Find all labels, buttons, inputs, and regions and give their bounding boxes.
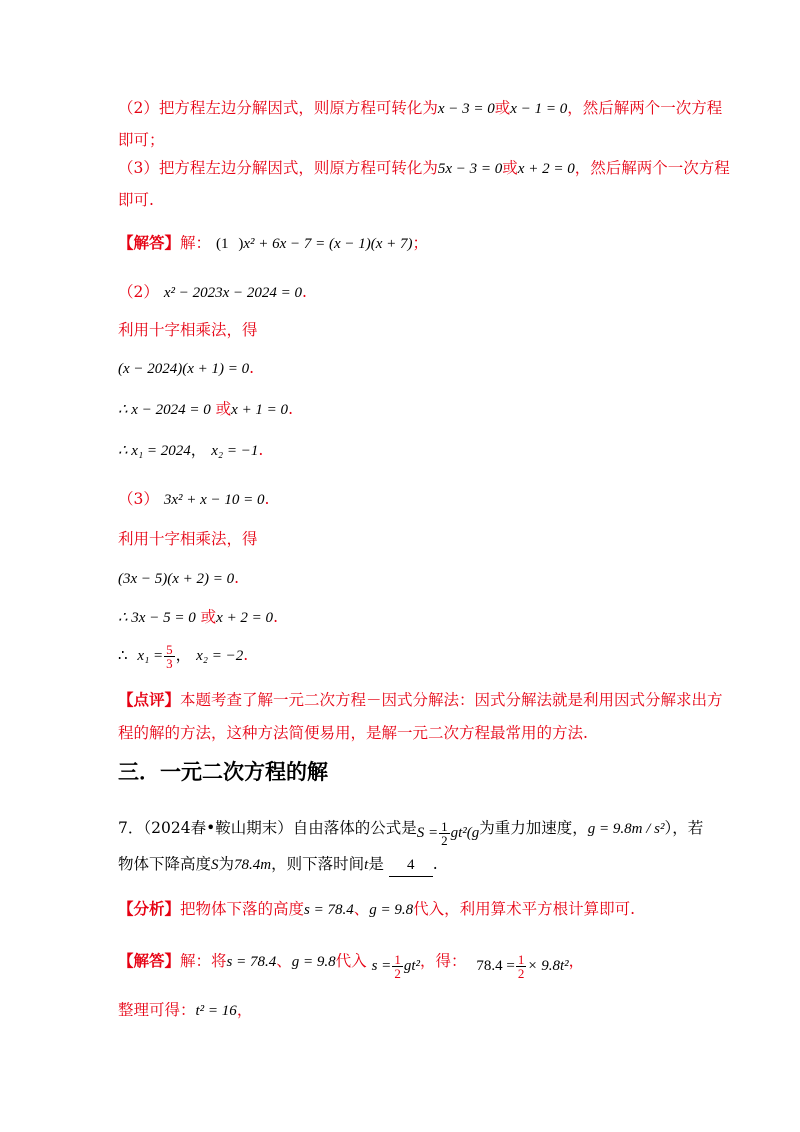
formula-lhs: S = [416,825,439,841]
analysis-label: 【分析】 [118,899,181,918]
variable-s: S [211,857,219,873]
analysis-text: （2）把方程左边分解因式，则原方程可转化为 [118,99,438,117]
section-heading: 三．一元二次方程的解 [118,760,328,784]
punctuation: . [432,855,438,873]
formula-fraction [439,820,450,847]
s-value: s = 78.4 [304,902,354,918]
solution-text: 整理可得： [118,1001,196,1019]
formula-rhs: gt²(g [450,825,480,841]
formula-lhs: s = [371,958,392,974]
height-value: 78.4m [234,857,272,873]
fraction-numerator: 5 [166,641,173,657]
question-text: ，则下落时间 [271,855,365,873]
or-word: 或 [502,159,518,177]
solution-part3-method: 利用十字相乘法，得 [118,530,258,548]
question7-line1 [118,813,703,848]
root: x₂ = −2 [196,648,244,664]
g-value: g = 9.8 [291,954,336,970]
solution-jie: 解： [180,234,212,252]
solution-part3-eq [118,488,269,511]
formula [417,817,480,848]
equation: x − 1 = 0 [510,101,568,117]
analysis-text: 代入，利用算术平方根计算即可. [413,900,636,918]
solution-part2-cases [118,398,293,421]
separator: ， [175,646,192,664]
fraction-numerator: 1 [441,818,448,834]
part-number: （2） [118,283,159,301]
question-source: （2024春•鞍山期末）自由落体的公式是 [143,819,417,837]
part-number-close: ) [238,236,244,252]
fraction-denominator: 2 [441,832,448,848]
punctuation: ； [412,234,429,252]
solution7-line1 [118,946,584,981]
formula [372,950,420,981]
separator: 、 [276,952,292,970]
comment-line1 [118,689,723,711]
solution-part3-factor [118,567,239,590]
or-word: 或 [494,99,511,117]
variable-t: t [364,857,369,873]
punctuation: . [249,359,255,377]
analysis-part2-line1 [118,97,722,120]
root-fraction [164,643,175,670]
equation: (3x − 5)(x + 2) = 0 [118,571,235,587]
equation: ∴ x − 2024 = 0 [118,402,211,418]
question-number: 7． [118,819,144,837]
equation-fraction [516,953,527,980]
question-text: 物体下降高度 [118,855,212,873]
answer-blank: 4 [389,854,433,877]
punctuation: . [302,283,307,301]
equation: t² = 16 [195,1003,237,1019]
fraction-denominator: 2 [517,965,525,981]
analysis7-line [118,898,635,921]
solution-part2-method: 利用十字相乘法，得 [118,321,258,339]
analysis-part3-line2: 即可. [118,191,154,209]
fraction-denominator: 3 [166,655,173,671]
part-number: （3） [118,490,159,508]
solution-part2-roots [118,439,263,462]
equation: x + 2 = 0 [517,161,575,177]
punctuation: . [273,608,278,626]
question-text: 为 [218,855,235,873]
question7-line2 [118,853,438,877]
equation: 5x − 3 = 0 [437,161,503,177]
question-text: 为重力加速度， [479,819,588,837]
formula-rhs: gt² [403,958,420,974]
punctuation: . [234,569,240,587]
formula-fraction [392,953,403,980]
equation: x − 3 = 0 [437,101,495,117]
solution-text: 解：将 [180,952,227,970]
root-lhs: x₁ = [137,648,164,664]
punctuation: . [264,490,270,508]
solution-label: 【解答】 [118,233,181,252]
solution-part3-cases [118,606,278,629]
solution7-line2 [118,999,252,1022]
therefore-sign: ∴ [118,648,128,664]
equation: x² − 2023x − 2024 = 0 [163,285,302,301]
comment-label: 【点评】 [118,690,181,709]
separator: ， [190,441,207,459]
solution-part2-factor [118,357,254,380]
s-value: s = 78.4 [226,954,277,970]
or-word: 或 [215,400,232,418]
analysis-text: ，然后解两个一次方程 [574,159,730,177]
comment-line2: 程的解的方法，这种方法简便易用，是解一元二次方程最常用的方法. [118,724,588,742]
g-value: g = 9.8 [369,902,414,918]
solution-text: 代入 [335,952,367,970]
question-text: 是 [368,855,384,873]
root: ∴ x₁ = 2024 [118,443,191,459]
punctuation: ， [568,952,585,970]
solution-label: 【解答】 [118,951,181,970]
comment-text: 本题考查了解一元二次方程－因式分解法：因式分解法就是利用因式分解求出方 [180,691,723,709]
equation [476,950,568,981]
root: x₂ = −1 [211,443,259,459]
punctuation: . [243,646,249,664]
punctuation: . [288,400,293,418]
separator: 、 [353,900,370,918]
fraction-numerator: 1 [517,951,525,967]
solution-part3-roots [118,640,248,671]
equation: x + 2 = 0 [216,610,274,626]
punctuation: ， [236,1001,253,1019]
equation: ∴ 3x − 5 = 0 [118,610,196,626]
equation: (x − 2024)(x + 1) = 0 [118,361,250,377]
analysis-text: （3）把方程左边分解因式，则原方程可转化为 [118,159,438,177]
analysis-text: 把物体下落的高度 [180,900,305,918]
analysis-text: ，然后解两个一次方程 [567,99,723,117]
solution-text: ，得： [419,952,467,970]
equation-rhs: × 9.8t² [527,958,569,974]
punctuation: . [258,441,264,459]
fraction-numerator: 1 [394,951,401,967]
equation: x + 1 = 0 [231,402,289,418]
solution-part1 [118,232,428,255]
analysis-part3-line1 [118,157,730,180]
fraction-denominator: 2 [394,965,401,981]
or-word: 或 [200,608,217,626]
analysis-part2-line2: 即可； [118,131,165,149]
part-number: (1 [215,236,229,252]
equation-lhs: 78.4 = [476,958,515,974]
equation: x² + 6x − 7 = (x − 1)(x + 7) [243,236,413,252]
gravity-value: g = 9.8m / s² [587,821,665,837]
solution-part2-eq [118,281,307,304]
question-text: ），若 [664,819,704,837]
equation: 3x² + x − 10 = 0 [163,492,265,508]
